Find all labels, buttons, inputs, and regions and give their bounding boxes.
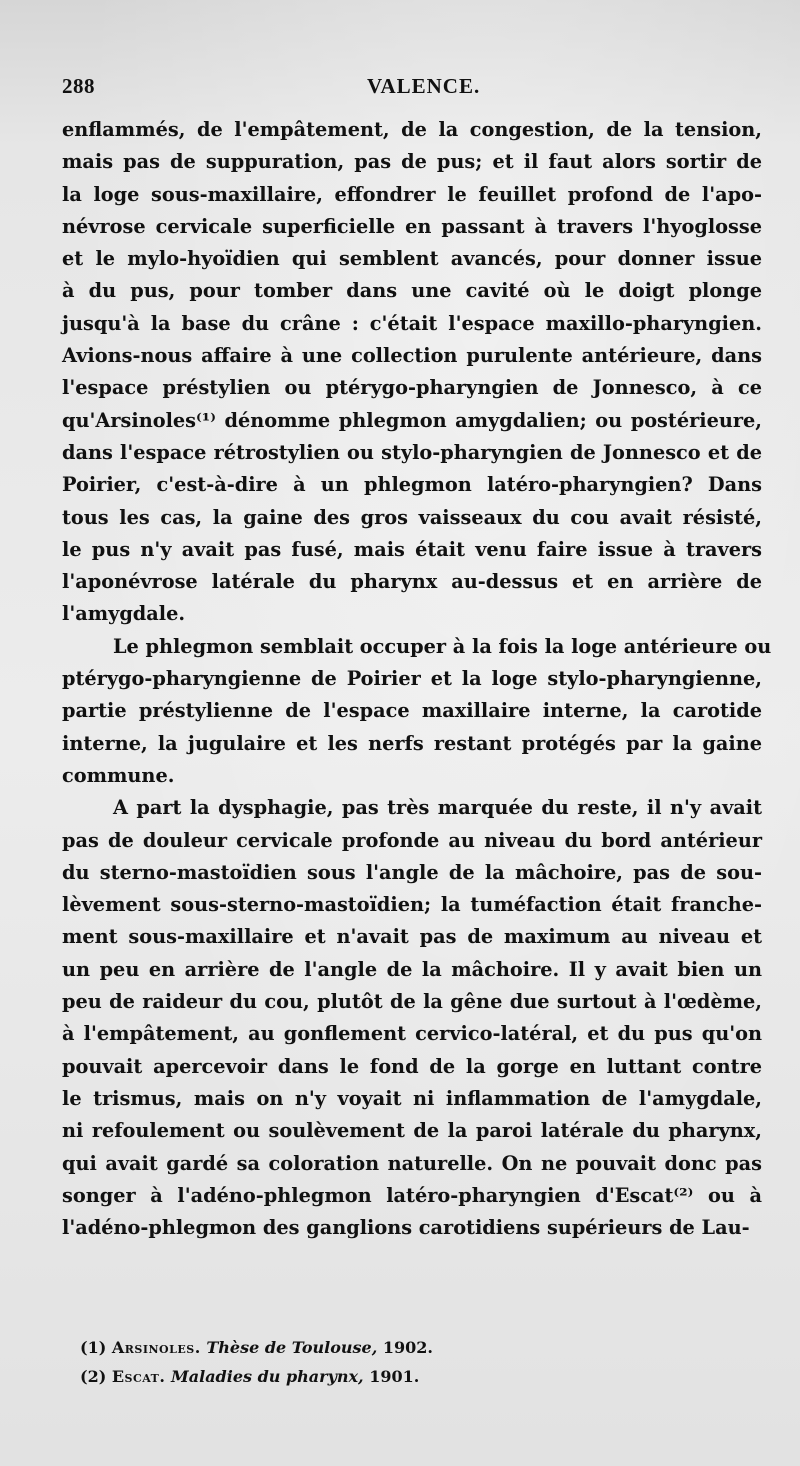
footnote-marker: (1) <box>80 1338 107 1357</box>
text-line: l'aponévrose latérale du pharynx au-dessus et en arrière de <box>62 570 762 594</box>
text-line: l'espace préstylien ou ptérygo-pharyngien de Jonnesco, à ce <box>62 376 762 400</box>
footnote-title: Maladies du pharynx, <box>171 1367 364 1386</box>
text-line: A part la dysphagie, pas très marquée du reste, il n'y avait <box>112 796 762 820</box>
body-text <box>62 114 772 1244</box>
footnote-marker: (2) <box>80 1367 107 1386</box>
text-line: partie préstylienne de l'espace maxillaire interne, la carotide <box>62 699 762 723</box>
page-number: 288 <box>62 74 95 98</box>
text-line: enflammés, de l'empâtement, de la congestion, de la tension, <box>62 118 762 141</box>
text-line: à l'empâtement, au gonflement cervico-latéral, et du pus qu'on <box>62 1022 762 1046</box>
text-line: Poirier, c'est-à-dire à un phlegmon latéro-pharyngien? Dans <box>62 473 762 497</box>
text-line: qu'Arsinoles⁽¹⁾ dénomme phlegmon amygdalien; ou postérieure, <box>62 408 762 432</box>
text-line: un peu en arrière de l'angle de la mâchoire. Il y avait bien un <box>62 957 762 981</box>
text-line: lèvement sous-sterno-mastoïdien; la tuméfaction était franche- <box>62 893 762 917</box>
text-line: l'adéno-phlegmon des ganglions carotidiens supérieurs de Lau- <box>62 1216 750 1240</box>
text-line: jusqu'à la base du crâne : c'était l'espace maxillo-pharyngien. <box>62 311 762 335</box>
paragraph <box>62 792 762 1244</box>
text-line: peu de raideur du cou, plutôt de la gêne due surtout à l'œdème, <box>62 990 762 1014</box>
text-line: le pus n'y avait pas fusé, mais était venu faire issue à travers <box>62 537 762 561</box>
text-line: commune. <box>62 763 175 787</box>
text-line: ptérygo-pharyngienne de Poirier et la loge stylo-pharyngienne, <box>62 667 762 691</box>
text-line: névrose cervicale superficielle en passant à travers l'hyoglosse <box>62 214 762 238</box>
text-line: et le mylo-hyoïdien qui semblent avancés, pour donner issue <box>62 247 762 271</box>
text-line: Avions-nous affaire à une collection purulente antérieure, dans <box>62 344 762 368</box>
text-line: à du pus, pour tomber dans une cavité où le doigt plonge <box>62 279 762 303</box>
text-line: qui avait gardé sa coloration naturelle. On ne pouvait donc pas <box>62 1151 762 1175</box>
text-line: songer à l'adéno-phlegmon latéro-pharyngien d'Escat⁽²⁾ ou à <box>62 1183 762 1207</box>
text-line: l'amygdale. <box>62 602 186 626</box>
text-line: ment sous-maxillaire et n'avait pas de maximum au niveau et <box>62 925 762 949</box>
text-line: le trismus, mais on n'y voyait ni inflammation de l'amygdale, <box>62 1086 762 1110</box>
paragraph <box>62 631 772 792</box>
footnote-author: Arsinoles. <box>111 1338 201 1357</box>
paragraph <box>62 114 762 631</box>
text-line: du sterno-mastoïdien sous l'angle de la mâchoire, pas de sou- <box>62 860 762 884</box>
footnote-author: Escat. <box>111 1367 166 1386</box>
footnotes <box>80 1333 740 1391</box>
text-line: dans l'espace rétrostylien ou stylo-pharyngien de Jonnesco et de <box>62 440 762 464</box>
text-line: pas de douleur cervicale profonde au niveau du bord antérieur <box>62 828 762 852</box>
text-line: ni refoulement ou soulèvement de la paroi latérale du pharynx, <box>62 1119 762 1143</box>
text-line: mais pas de suppuration, pas de pus; et il faut alors sortir de <box>62 150 762 174</box>
text-line: tous les cas, la gaine des gros vaisseaux du cou avait résisté, <box>62 505 762 529</box>
footnote-year: 1902. <box>382 1338 433 1357</box>
footnote-title: Thèse de Toulouse, <box>206 1338 378 1357</box>
footnote-year: 1901. <box>369 1367 420 1386</box>
footnote <box>80 1333 740 1362</box>
text-line: Le phlegmon semblait occuper à la fois la loge antérieure ou <box>112 634 772 658</box>
footnote <box>80 1362 740 1391</box>
text-line: la loge sous-maxillaire, effondrer le feuillet profond de l'apo- <box>62 182 762 206</box>
text-line: interne, la jugulaire et les nerfs restant protégés par la gaine <box>62 731 762 755</box>
running-title: VALENCE. <box>367 74 481 98</box>
page-header <box>62 74 760 104</box>
text-line: pouvait apercevoir dans le fond de la gorge en luttant contre <box>62 1054 762 1078</box>
